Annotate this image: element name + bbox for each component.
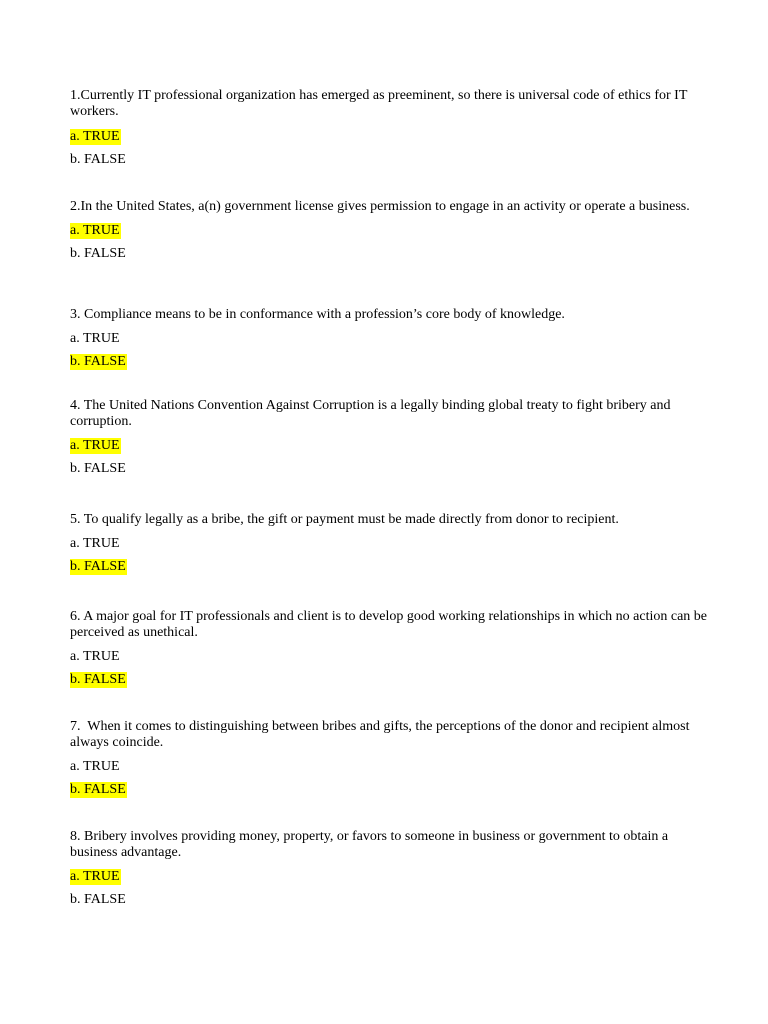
question-text: 6. A major goal for IT professionals and client is to develop good working relationships in which no action can be perceived as unethical.	[70, 609, 707, 640]
question-text: 2.In the United States, a(n) government license gives permission to engage in an activity or operate a business.	[70, 199, 690, 214]
option-label: b. FALSE	[70, 152, 126, 167]
option-label: b. FALSE	[70, 461, 126, 476]
option-a	[70, 869, 710, 885]
question-2	[70, 199, 710, 262]
question-8	[70, 829, 710, 908]
option-label: a. TRUE	[70, 223, 120, 238]
option-b	[70, 152, 710, 168]
option-a	[70, 536, 710, 552]
option-label: b. FALSE	[70, 892, 126, 907]
option-a	[70, 438, 710, 454]
question-text: 4. The United Nations Convention Against Corruption is a legally binding global treaty to fight bribery and corruption.	[70, 398, 671, 429]
option-b	[70, 782, 710, 798]
option-label: a. TRUE	[70, 649, 120, 664]
question-5	[70, 512, 710, 575]
option-b	[70, 246, 710, 262]
option-label: a. TRUE	[70, 129, 120, 144]
option-b	[70, 892, 710, 908]
option-label: a. TRUE	[70, 536, 120, 551]
option-a	[70, 649, 710, 665]
question-text: 5. To qualify legally as a bribe, the gift or payment must be made directly from donor to recipient.	[70, 512, 619, 527]
option-b	[70, 559, 710, 575]
option-label: b. FALSE	[70, 246, 126, 261]
question-text: 3. Compliance means to be in conformance with a profession’s core body of knowledge.	[70, 307, 565, 322]
option-label: a. TRUE	[70, 331, 120, 346]
option-a	[70, 223, 710, 239]
option-a	[70, 759, 710, 775]
option-label: b. FALSE	[70, 354, 126, 369]
option-label: b. FALSE	[70, 672, 126, 687]
option-label: a. TRUE	[70, 759, 120, 774]
question-text: 7. When it comes to distinguishing between bribes and gifts, the perceptions of the donor and recipient almost always coincide.	[70, 719, 693, 750]
option-label: a. TRUE	[70, 438, 120, 453]
question-text: 8. Bribery involves providing money, property, or favors to someone in business or government to obtain a business advantage.	[70, 829, 669, 860]
question-7	[70, 719, 710, 798]
option-b	[70, 354, 710, 370]
question-1	[70, 88, 710, 168]
option-label: b. FALSE	[70, 782, 126, 797]
question-6	[70, 609, 710, 688]
option-label: b. FALSE	[70, 559, 126, 574]
question-3	[70, 307, 710, 370]
option-b	[70, 461, 710, 477]
option-label: a. TRUE	[70, 869, 120, 884]
option-a	[70, 129, 710, 145]
option-b	[70, 672, 710, 688]
option-a	[70, 331, 710, 347]
question-4	[70, 398, 710, 477]
question-text: 1.Currently IT professional organization has emerged as preeminent, so there is universal code of ethics for IT workers.	[70, 88, 688, 119]
